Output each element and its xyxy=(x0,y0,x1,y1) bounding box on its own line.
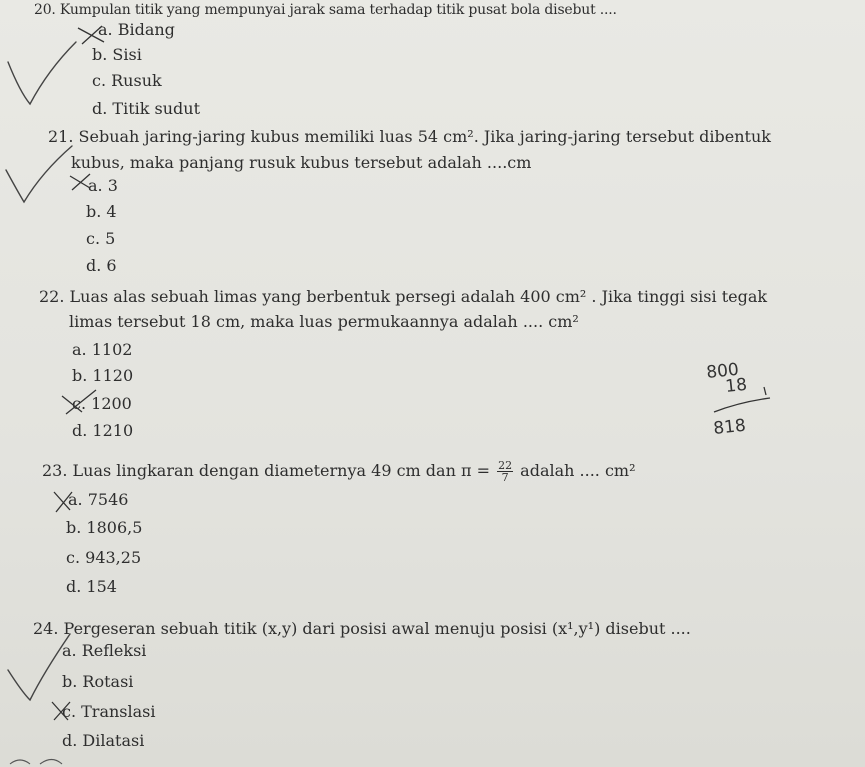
q23-stem xyxy=(42,460,636,483)
q20-check-mark xyxy=(8,42,76,104)
pi-fraction-numerator: 22 xyxy=(498,459,513,472)
q24-option-b[interactable]: b. Rotasi xyxy=(62,672,134,691)
q22-stem-line2: limas tersebut 18 cm, maka luas permukaannya adalah .... cm² xyxy=(69,312,579,331)
pi-fraction xyxy=(497,460,513,483)
q21-option-d[interactable]: d. 6 xyxy=(86,256,117,275)
pi-fraction-denominator: 7 xyxy=(501,471,509,484)
q21-option-b[interactable]: b. 4 xyxy=(86,202,117,221)
q23-option-d[interactable]: d. 154 xyxy=(66,577,117,596)
handwritten-number-top: 800 xyxy=(705,359,740,383)
q22-option-d[interactable]: d. 1210 xyxy=(72,421,134,440)
q24-option-d[interactable]: d. Dilatasi xyxy=(62,731,145,750)
q21-stem-line1: 21. Sebuah jaring-jaring kubus memiliki luas 54 cm². Jika jaring-jaring tersebut dibentuk xyxy=(48,127,771,146)
q22-option-a[interactable]: a. 1102 xyxy=(72,340,133,359)
q22-option-c[interactable]: c. 1200 xyxy=(72,394,132,413)
q21-cross-mark xyxy=(70,174,90,190)
plus-sign-mark xyxy=(764,387,766,395)
q22-option-b[interactable]: b. 1120 xyxy=(72,366,134,385)
q23-option-a[interactable]: a. 7546 xyxy=(68,490,129,509)
bottom-edge-scribble xyxy=(10,760,62,765)
q24-option-c[interactable]: c. Translasi xyxy=(62,702,156,721)
q24-stem: 24. Pergeseran sebuah titik (x,y) dari posisi awal menuju posisi (x¹,y¹) disebut .... xyxy=(33,619,691,638)
handwritten-number-middle: 18 xyxy=(724,374,749,397)
q23-option-c[interactable]: c. 943,25 xyxy=(66,548,142,567)
q23-stem-pre: 23. Luas lingkaran dengan diameternya 49 cm dan π = xyxy=(42,461,490,480)
q21-option-a[interactable]: a. 3 xyxy=(88,176,118,195)
q20-option-b[interactable]: b. Sisi xyxy=(92,45,142,64)
q21-check-mark xyxy=(6,146,72,202)
q24-check-mark xyxy=(8,634,70,700)
sum-line-mark xyxy=(714,398,770,412)
q23-stem-post: adalah .... cm² xyxy=(520,461,636,480)
q23-option-b[interactable]: b. 1806,5 xyxy=(66,518,143,537)
q24-option-a[interactable]: a. Refleksi xyxy=(62,641,147,660)
q20-option-d[interactable]: d. Titik sudut xyxy=(92,99,201,118)
q20-stem: 20. Kumpulan titik yang mempunyai jarak sama terhadap titik pusat bola disebut .... xyxy=(34,2,617,18)
q22-stem-line1: 22. Luas alas sebuah limas yang berbentuk persegi adalah 400 cm² . Jika tinggi sisi tegak xyxy=(39,287,768,306)
q20-option-c[interactable]: c. Rusuk xyxy=(92,71,162,90)
q21-option-c[interactable]: c. 5 xyxy=(86,229,116,248)
handwritten-number-bottom: 818 xyxy=(712,415,747,439)
q20-option-a[interactable]: a. Bidang xyxy=(98,20,175,39)
q21-stem-line2: kubus, maka panjang rusuk kubus tersebut adalah ....cm xyxy=(71,153,532,172)
